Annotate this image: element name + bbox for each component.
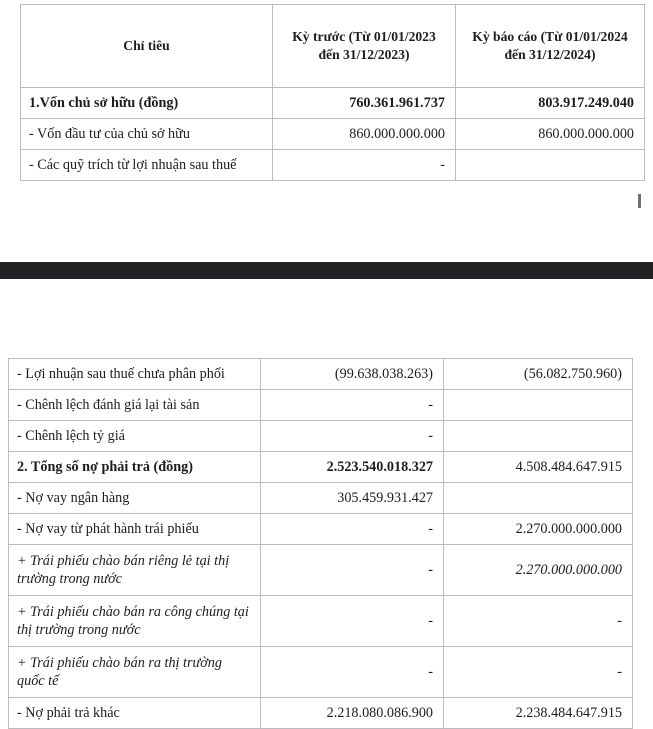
row-value-previous: 860.000.000.000 [273,119,456,150]
row-value-current [456,150,645,181]
row-label: - Vốn đầu tư của chủ sở hữu [21,119,273,150]
row-label: - Các quỹ trích từ lợi nhuận sau thuế [21,150,273,181]
row-value-current [444,483,633,514]
row-value-previous: - [261,596,444,647]
column-header-indicator: Chỉ tiêu [21,5,273,88]
table-row [21,88,645,119]
table-row [9,452,633,483]
row-label: - Chênh lệch tỷ giá [9,421,261,452]
row-value-current: - [444,647,633,698]
row-value-previous: - [261,545,444,596]
row-value-current: 2.270.000.000.000 [444,545,633,596]
row-value-current: 2.270.000.000.000 [444,514,633,545]
row-value-current: 4.508.484.647.915 [444,452,633,483]
row-label: - Nợ phải trả khác [9,698,261,729]
row-value-current: - [444,596,633,647]
row-label: + Trái phiếu chào bán ra công chúng tại thị trường trong nước [9,596,261,647]
equity-table-header-row [21,5,645,88]
row-value-previous: - [273,150,456,181]
table-row [9,390,633,421]
table-row [9,514,633,545]
row-label: - Chênh lệch đánh giá lại tài sản [9,390,261,421]
row-value-previous: - [261,390,444,421]
table-row [9,545,633,596]
column-header-previous-period: Kỳ trước (Từ 01/01/2023 đến 31/12/2023) [273,5,456,88]
table-row [9,647,633,698]
row-value-current: 803.917.249.040 [456,88,645,119]
row-value-current: 2.238.484.647.915 [444,698,633,729]
row-value-current [444,421,633,452]
row-value-previous: 305.459.931.427 [261,483,444,514]
row-value-previous: 2.218.080.086.900 [261,698,444,729]
table-row [21,119,645,150]
row-value-previous: - [261,647,444,698]
row-value-current: 860.000.000.000 [456,119,645,150]
table-row [9,698,633,729]
table-row [9,483,633,514]
row-label: 2. Tổng số nợ phải trả (đồng) [9,452,261,483]
row-label: - Nợ vay từ phát hành trái phiếu [9,514,261,545]
column-header-reporting-period: Kỳ báo cáo (Từ 01/01/2024 đến 31/12/2024) [456,5,645,88]
row-label: 1.Vốn chủ sở hữu (đồng) [21,88,273,119]
equity-table-body [21,5,645,181]
page-separator-band [0,262,653,279]
row-value-previous: (99.638.038.263) [261,359,444,390]
row-value-previous: 2.523.540.018.327 [261,452,444,483]
equity-table [20,4,645,181]
row-value-previous: - [261,514,444,545]
page-cursor-mark [638,194,641,208]
row-label: - Nợ vay ngân hàng [9,483,261,514]
row-value-previous: 760.361.961.737 [273,88,456,119]
row-label: - Lợi nhuận sau thuế chưa phân phối [9,359,261,390]
table-row [21,150,645,181]
table-row [9,596,633,647]
row-value-previous: - [261,421,444,452]
liabilities-table [8,358,633,729]
row-label: + Trái phiếu chào bán riêng lẻ tại thị trường trong nước [9,545,261,596]
row-value-current: (56.082.750.960) [444,359,633,390]
liabilities-table-body [9,359,633,729]
table-row [9,421,633,452]
row-label: + Trái phiếu chào bán ra thị trường quốc tế [9,647,261,698]
row-value-current [444,390,633,421]
table-row [9,359,633,390]
